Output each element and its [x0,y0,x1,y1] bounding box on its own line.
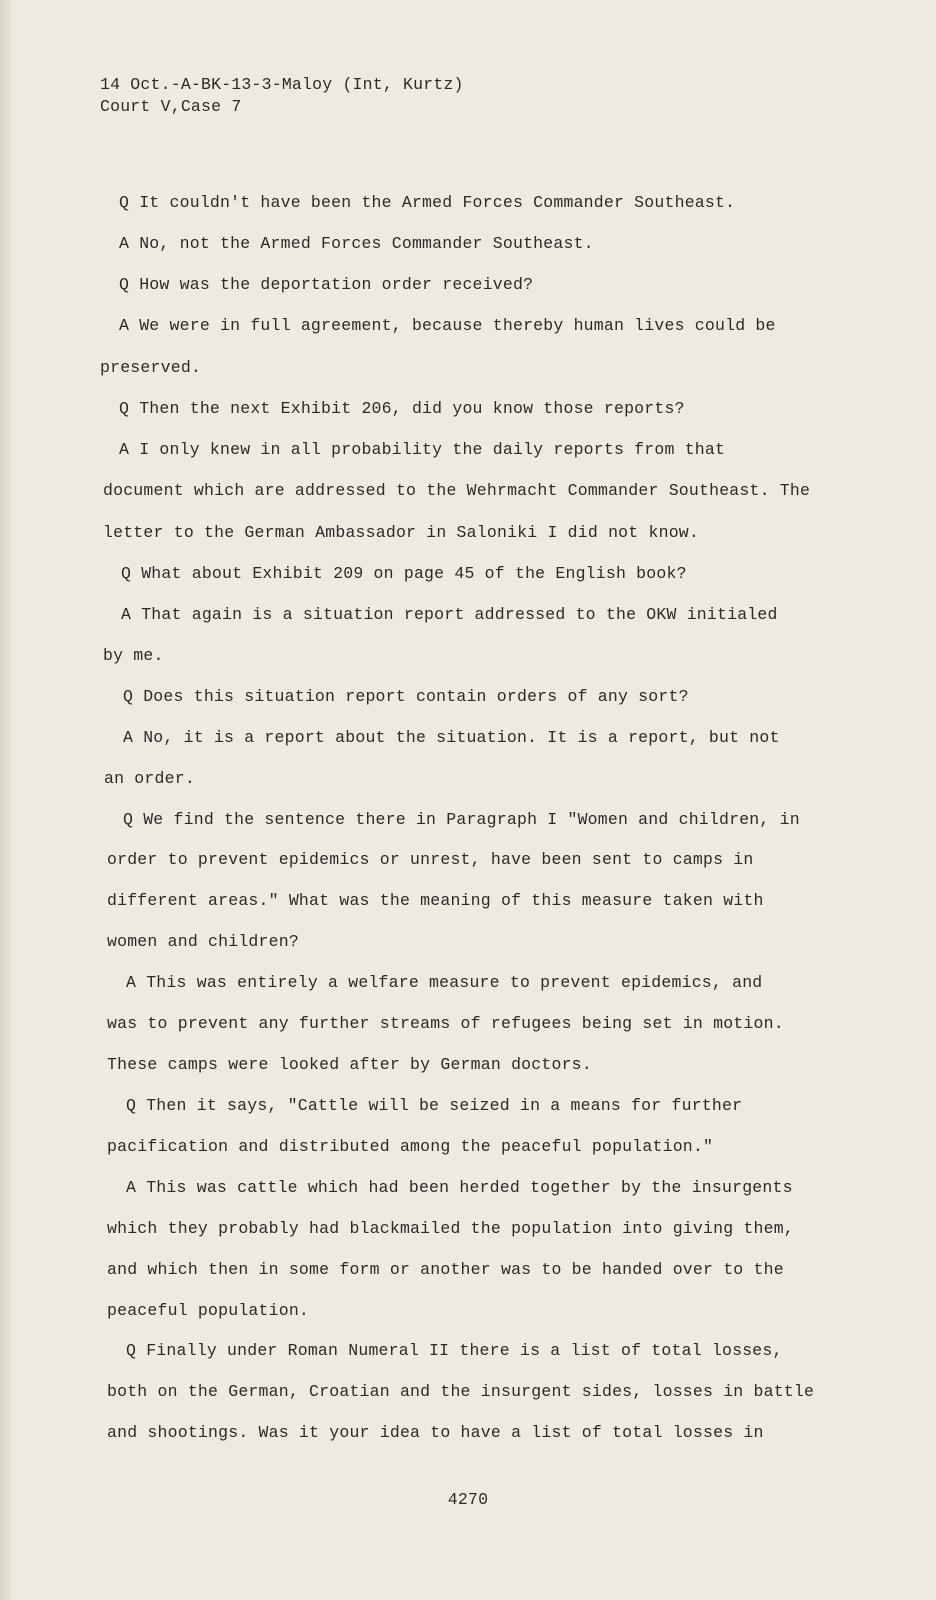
text-line: Q Does this situation report contain orders of any sort? [123,687,689,706]
text-line: Q Then the next Exhibit 206, did you know those reports? [119,399,685,418]
text-line: Q It couldn't have been the Armed Forces Commander Southeast. [119,193,736,212]
page-number: 4270 [447,1490,489,1509]
header-line-2: Court V,Case 7 [100,97,242,116]
text-line: document which are addressed to the Wehrmacht Commander Southeast. The [103,481,811,500]
text-line: A That again is a situation report addressed to the OKW initialed [121,605,778,624]
text-line: Q Then it says, "Cattle will be seized in a means for further [126,1096,743,1115]
text-line: and which then in some form or another was to be handed over to the [107,1260,784,1279]
text-line: Q How was the deportation order received? [119,275,534,294]
text-line: an order. [104,769,195,788]
text-line: A No, not the Armed Forces Commander Southeast. [119,234,594,253]
text-line: These camps were looked after by German doctors. [107,1055,592,1074]
text-line: was to prevent any further streams of refugees being set in motion. [107,1014,784,1033]
text-line: different areas." What was the meaning of this measure taken with [107,891,764,910]
text-line: A This was entirely a welfare measure to prevent epidemics, and [126,973,763,992]
text-line: both on the German, Croatian and the insurgent sides, losses in battle [107,1382,815,1401]
text-line: letter to the German Ambassador in Saloniki I did not know. [103,523,699,542]
header-line-1: 14 Oct.-A-BK-13-3-Maloy (Int, Kurtz) [100,75,464,94]
page-edge-shadow [0,0,14,1600]
text-line: A I only knew in all probability the daily reports from that [119,440,726,459]
text-line: women and children? [107,932,299,951]
text-line: A We were in full agreement, because thereby human lives could be [119,316,776,335]
text-line: and shootings. Was it your idea to have a list of total losses in [107,1423,764,1442]
text-line: A No, it is a report about the situation. It is a report, but not [123,728,780,747]
text-line: preserved. [100,358,202,377]
text-line: peaceful population. [107,1301,310,1320]
text-line: Q We find the sentence there in Paragraph I "Women and children, in [123,810,800,829]
text-line: by me. [103,646,164,665]
text-line: A This was cattle which had been herded together by the insurgents [126,1178,793,1197]
text-line: which they probably had blackmailed the population into giving them, [107,1219,794,1238]
text-line: pacification and distributed among the peaceful population." [107,1137,714,1156]
text-line: order to prevent epidemics or unrest, have been sent to camps in [107,850,754,869]
page-header [100,74,464,118]
text-line: Q What about Exhibit 209 on page 45 of the English book? [121,564,687,583]
text-line: Q Finally under Roman Numeral II there is a list of total losses, [126,1341,783,1360]
